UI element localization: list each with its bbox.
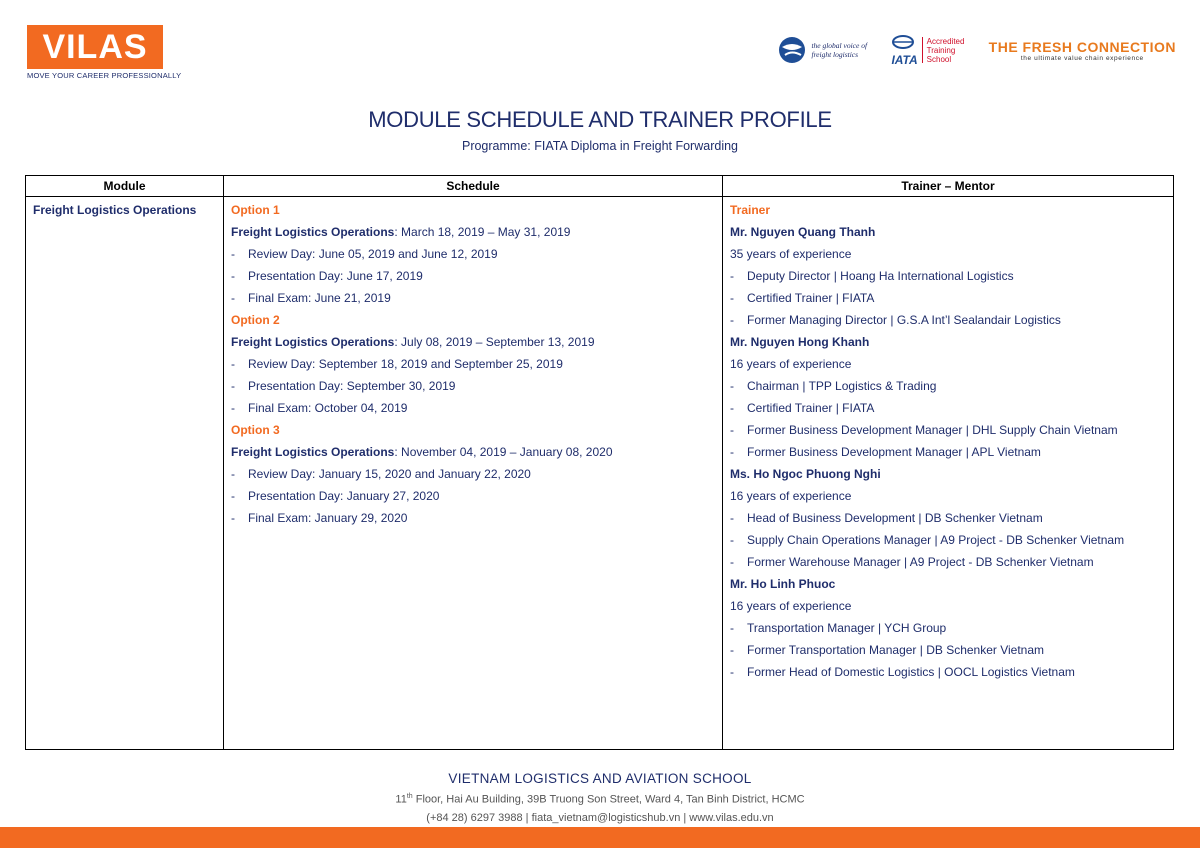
option-label: Option 3: [231, 423, 280, 437]
trainer-role: Former Business Development Manager | APL Vietnam: [747, 445, 1041, 459]
trainer-experience: 16 years of experience: [730, 489, 852, 503]
table-header-row: [26, 176, 1174, 197]
option-label: Option 1: [231, 203, 280, 217]
trainer-experience: 35 years of experience: [730, 247, 852, 261]
list-item: - Chairman | TPP Logistics & Trading: [730, 379, 937, 393]
trainer-role: Transportation Manager | YCH Group: [747, 621, 947, 635]
list-item: - Head of Business Development | DB Schenker Vietnam: [730, 511, 1043, 525]
fiata-tagline: the global voice of freight logistics: [811, 41, 868, 59]
option-dates: : November 04, 2019 – January 08, 2020: [394, 445, 613, 459]
trainer-role: Supply Chain Operations Manager | A9 Project - DB Schenker Vietnam: [747, 533, 1125, 547]
footer-contact: (+84 28) 6297 3988 | fiata_vietnam@logisticshub.vn | www.vilas.edu.vn: [426, 811, 774, 824]
fiata-logo: [777, 35, 877, 65]
list-item: - Transportation Manager | YCH Group: [730, 621, 947, 635]
vilas-logo: [27, 25, 182, 80]
list-item: - Review Day: September 18, 2019 and September 25, 2019: [231, 357, 563, 371]
footer-school-name: VIETNAM LOGISTICS AND AVIATION SCHOOL: [448, 771, 752, 786]
iata-logo: [891, 35, 974, 66]
fresh-connection-logo: [989, 39, 1176, 62]
option-dates: : July 08, 2019 – September 13, 2019: [394, 335, 595, 349]
trainer-role: Former Managing Director | G.S.A Int’l Sealandair Logistics: [747, 313, 1061, 327]
header-schedule: Schedule: [224, 176, 723, 197]
trainer-experience: 16 years of experience: [730, 599, 852, 613]
schedule-item: Final Exam: June 21, 2019: [248, 291, 391, 305]
fresh-connection-tagline: the ultimate value chain experience: [1020, 54, 1144, 62]
trainer-role: Former Transportation Manager | DB Schenker Vietnam: [747, 643, 1045, 657]
iata-globe-icon: [891, 35, 915, 49]
list-item: - Review Day: June 05, 2019 and June 12, 2019: [231, 247, 498, 261]
iata-school-label: Accredited Training School: [926, 36, 965, 64]
vilas-logo-text: VILAS: [27, 25, 163, 69]
trainer-heading: Trainer: [730, 203, 771, 217]
option-course: Freight Logistics Operations: [231, 445, 395, 459]
list-item: - Final Exam: October 04, 2019: [231, 401, 408, 415]
list-item: - Presentation Day: June 17, 2019: [231, 269, 423, 283]
header-trainer: Trainer – Mentor: [723, 176, 1174, 197]
bottom-accent-bar: [0, 827, 1200, 848]
list-item: - Review Day: January 15, 2020 and January 22, 2020: [231, 467, 531, 481]
option-course-line: [231, 331, 715, 353]
list-item: - Presentation Day: September 30, 2019: [231, 379, 456, 393]
module-name: Freight Logistics Operations: [33, 203, 197, 217]
option-course-line: [231, 441, 715, 463]
header-module: Module: [26, 176, 224, 197]
page-header: [0, 0, 1200, 100]
list-item: - Former Business Development Manager | DHL Supply Chain Vietnam: [730, 423, 1118, 437]
trainer-role: Former Business Development Manager | DHL Supply Chain Vietnam: [747, 423, 1118, 437]
fiata-globe-icon: [777, 35, 807, 65]
option-label: Option 2: [231, 313, 280, 327]
trainer-name: Mr. Ho Linh Phuoc: [730, 577, 836, 591]
schedule-item: Final Exam: January 29, 2020: [248, 511, 408, 525]
list-item: - Deputy Director | Hoang Ha International Logistics: [730, 269, 1014, 283]
option-course-line: [231, 221, 715, 243]
trainer-role: Former Warehouse Manager | A9 Project - DB Schenker Vietnam: [747, 555, 1094, 569]
vilas-tagline: MOVE YOUR CAREER PROFESSIONALLY: [27, 71, 182, 80]
list-item: - Presentation Day: January 27, 2020: [231, 489, 440, 503]
trainer-name: Mr. Nguyen Quang Thanh: [730, 225, 876, 239]
schedule-item: Presentation Day: September 30, 2019: [248, 379, 456, 393]
list-item: - Former Managing Director | G.S.A Int’l Sealandair Logistics: [730, 313, 1061, 327]
document-subtitle: Programme: FIATA Diploma in Freight Forwarding: [461, 139, 738, 153]
footer-address-sup: th: [406, 793, 413, 800]
iata-divider: [922, 37, 923, 63]
schedule-item: Presentation Day: June 17, 2019: [248, 269, 423, 283]
trainer-role: Former Head of Domestic Logistics | OOCL Logistics Vietnam: [747, 665, 1075, 679]
schedule-table: [25, 175, 1174, 750]
trainer-experience: 16 years of experience: [730, 357, 852, 371]
option-course: Freight Logistics Operations: [231, 335, 395, 349]
table-row: [26, 197, 1174, 750]
option-dates: : March 18, 2019 – May 31, 2019: [394, 225, 571, 239]
footer-address-floor: 11: [395, 793, 407, 806]
trainer-name: Ms. Ho Ngoc Phuong Nghi: [730, 467, 881, 481]
list-item: - Former Business Development Manager | APL Vietnam: [730, 445, 1041, 459]
schedule-item: Review Day: January 15, 2020 and January 22, 2020: [248, 467, 531, 481]
footer-address: [0, 788, 1200, 809]
module-cell: [26, 197, 224, 750]
trainer-role: Head of Business Development | DB Schenker Vietnam: [747, 511, 1043, 525]
trainer-role: Deputy Director | Hoang Ha International Logistics: [747, 269, 1014, 283]
option-course: Freight Logistics Operations: [231, 225, 395, 239]
fresh-connection-name: THE FRESH CONNECTION: [988, 38, 1176, 55]
list-item: - Supply Chain Operations Manager | A9 Project - DB Schenker Vietnam: [730, 533, 1125, 547]
list-item: - Former Head of Domestic Logistics | OOCL Logistics Vietnam: [730, 665, 1075, 679]
trainer-cell: [723, 197, 1174, 750]
list-item: - Former Warehouse Manager | A9 Project - DB Schenker Vietnam: [730, 555, 1094, 569]
trainer-role: Certified Trainer | FIATA: [747, 291, 875, 305]
list-item: - Certified Trainer | FIATA: [730, 291, 875, 305]
list-item: - Final Exam: June 21, 2019: [231, 291, 391, 305]
page-footer: [0, 770, 1200, 827]
schedule-item: Presentation Day: January 27, 2020: [248, 489, 440, 503]
iata-wordmark: IATA: [891, 52, 918, 67]
schedule-cell: [224, 197, 723, 750]
schedule-item: Review Day: June 05, 2019 and June 12, 2019: [248, 247, 498, 261]
schedule-item: Final Exam: October 04, 2019: [248, 401, 408, 415]
document-title: MODULE SCHEDULE AND TRAINER PROFILE: [368, 107, 832, 132]
schedule-item: Review Day: September 18, 2019 and September 25, 2019: [248, 357, 563, 371]
list-item: - Final Exam: January 29, 2020: [231, 511, 408, 525]
partner-logos: [777, 30, 1176, 70]
trainer-name: Mr. Nguyen Hong Khanh: [730, 335, 870, 349]
footer-address-rest: Floor, Hai Au Building, 39B Truong Son Street, Ward 4, Tan Binh District, HCMC: [412, 793, 805, 806]
trainer-role: Certified Trainer | FIATA: [747, 401, 875, 415]
list-item: - Former Transportation Manager | DB Schenker Vietnam: [730, 643, 1045, 657]
trainer-role: Chairman | TPP Logistics & Trading: [747, 379, 937, 393]
list-item: - Certified Trainer | FIATA: [730, 401, 875, 415]
